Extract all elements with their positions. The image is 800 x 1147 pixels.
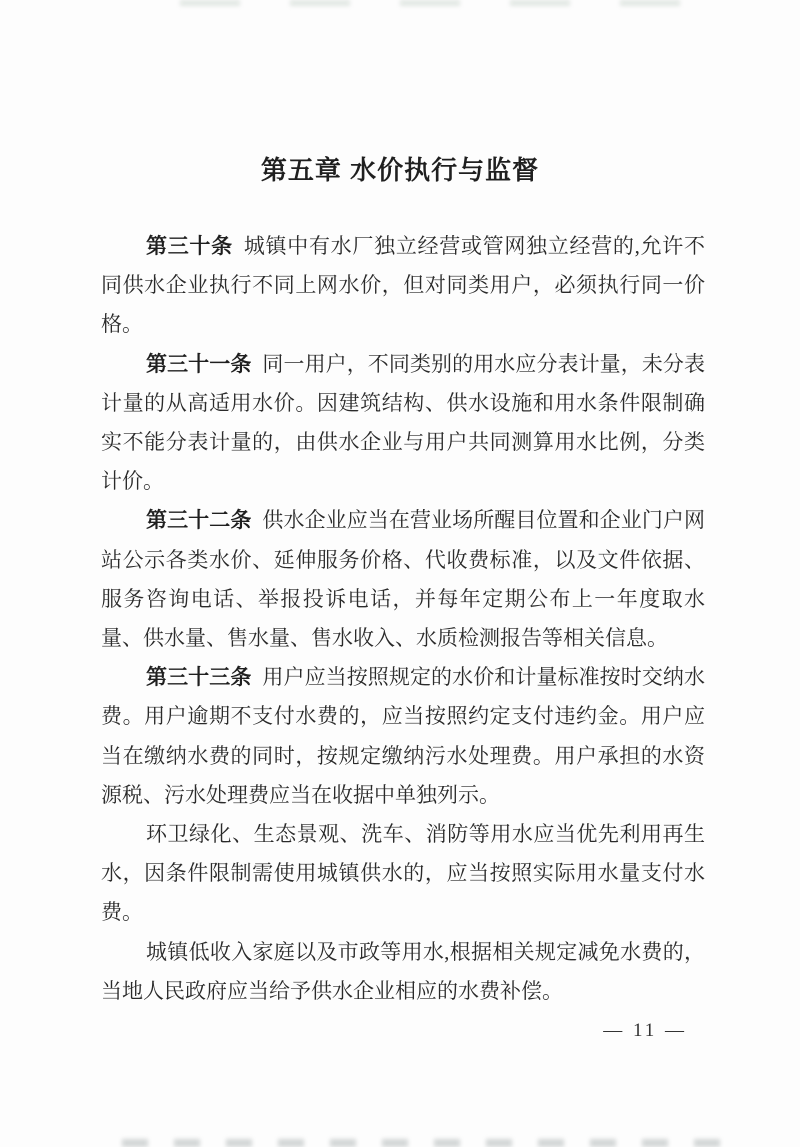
paragraph-reclaimed-water: [101, 815, 705, 933]
article-paragraph-32: [101, 501, 705, 658]
document-body: [101, 227, 705, 1011]
article-number: 第三十一条: [146, 352, 252, 376]
paragraph-fee-relief: [101, 933, 705, 1011]
scan-artifact-bottom-strip: [122, 1139, 742, 1147]
article-paragraph-30: [101, 227, 705, 345]
article-number: 第三十二条: [146, 509, 252, 533]
article-text: 用户应当按照规定的水价和计量标准按时交纳水费。用户逾期不支付水费的，应当按照约定支付违约金。用户应当在缴纳水费的同时，按规定缴纳污水处理费。用户承担的水资源税、污水处理费应当在收据中单独列示。: [101, 665, 706, 807]
article-text: 城镇低收入家庭以及市政等用水,根据相关规定减免水费的，当地人民政府应当给予供水企业相应的水费补偿。: [101, 939, 705, 1003]
article-text: 环卫绿化、生态景观、洗车、消防等用水应当优先利用再生水，因条件限制需使用城镇供水的，应当按照实际用水量支付水费。: [101, 822, 705, 925]
article-number: 第三十三条: [146, 666, 252, 690]
scan-artifact-top-strip: [180, 0, 710, 6]
article-paragraph-31: [101, 345, 705, 502]
article-paragraph-33: [101, 658, 705, 815]
article-text: 城镇中有水厂独立经营或管网独立经营的,允许不同供水企业执行不同上网水价，但对同类用户，必须执行同一价格。: [101, 234, 706, 337]
article-text: 同一用户，不同类别的用水应分表计量，未分表计量的从高适用水价。因建筑结构、供水设施和用水条件限制确实不能分表计量的，由供水企业与用户共同测算用水比例，分类计价。: [101, 351, 706, 494]
page-number: — 11 —: [603, 1020, 687, 1041]
article-number: 第三十条: [146, 235, 233, 258]
article-text: 供水企业应当在营业场所醒目位置和企业门户网站公示各类水价、延伸服务价格、代收费标准，以及文件依据、服务咨询电话、举报投诉电话，并每年定期公布上一年度取水量、供水量、售水量、售水收入、水质检测报告等相关信息。: [101, 508, 706, 651]
chapter-title: 第五章 水价执行与监督: [260, 155, 540, 185]
